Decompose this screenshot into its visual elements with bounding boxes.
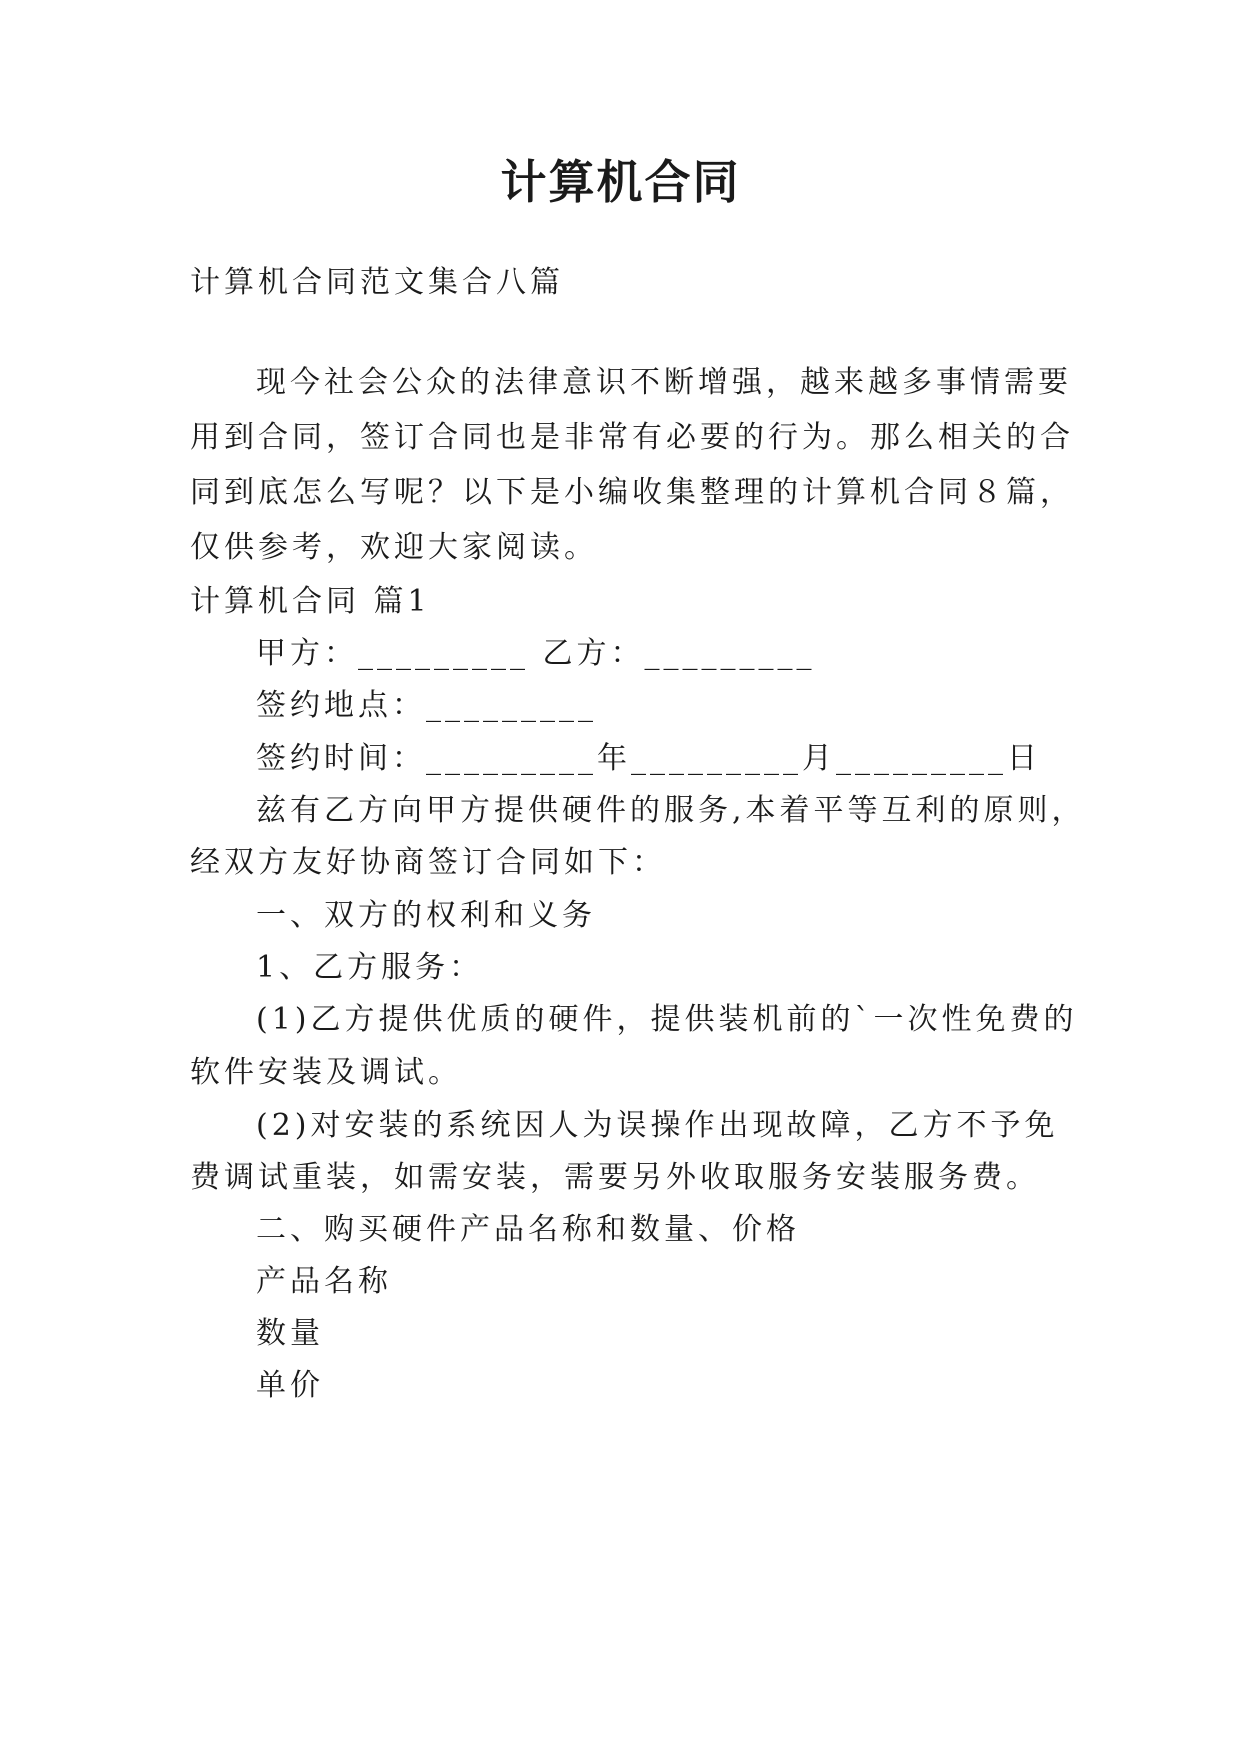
clause-item-line: (2)对安装的系统因人为误操作出现故障，乙方不予免 (256, 1108, 1059, 1143)
clause-heading: 一、双方的权利和义务 (256, 898, 596, 933)
document-title: 计算机合同 (500, 155, 741, 209)
clause-item-line: 费调试重装，如需安装，需要另外收取服务安装服务费。 (190, 1160, 1040, 1195)
clause-heading: 二、购买硬件产品名称和数量、价格 (256, 1212, 800, 1247)
clause-item-line: (1)乙方提供优质的硬件，提供装机前的`一次性免费的 (256, 1002, 1078, 1037)
preamble-line: 兹有乙方向甲方提供硬件的服务,本着平等互利的原则， (256, 793, 1086, 828)
signing-place-line: 签约地点：_________ (256, 688, 597, 723)
preamble-line: 经双方友好协商签订合同如下： (190, 845, 666, 880)
intro-line: 同到底怎么写呢？以下是小编收集整理的计算机合同８篇， (190, 475, 1074, 510)
party-line: 甲方：_________ 乙方：_________ (256, 636, 816, 671)
intro-line: 用到合同，签订合同也是非常有必要的行为。那么相关的合 (190, 420, 1074, 455)
signing-date-line: 签约时间：_________年_________月_________日 (256, 741, 1041, 776)
table-label: 产品名称 (256, 1264, 392, 1299)
intro-line: 现今社会公众的法律意识不断增强，越来越多事情需要 (256, 365, 1072, 400)
clause-item-line: 软件安装及调试。 (190, 1055, 462, 1090)
table-label: 单价 (256, 1368, 324, 1403)
clause-subheading: 1、乙方服务： (256, 950, 484, 985)
table-label: 数量 (256, 1316, 324, 1351)
subtitle: 计算机合同范文集合八篇 (190, 265, 564, 300)
intro-line: 仅供参考，欢迎大家阅读。 (190, 530, 598, 565)
section-heading: 计算机合同 篇1 (190, 584, 431, 619)
